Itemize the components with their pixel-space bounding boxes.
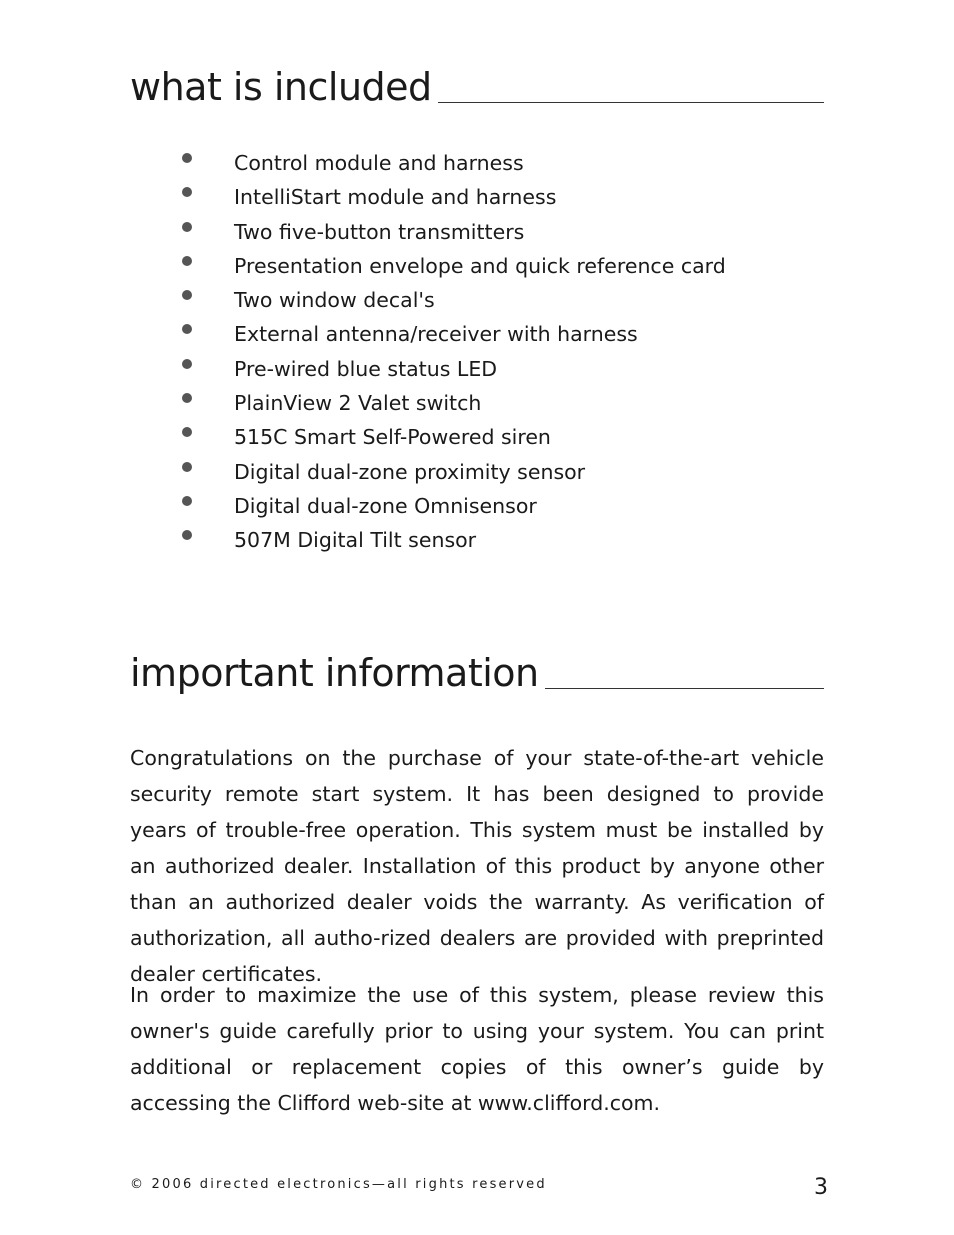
section-title: what is included — [130, 65, 432, 109]
list-item-text: Two window decal's — [234, 288, 435, 313]
bullet-icon — [182, 359, 192, 369]
list-item — [182, 523, 726, 557]
list-item-text: Pre-wired blue status LED — [234, 356, 498, 381]
list-item — [182, 455, 726, 489]
bullet-icon — [182, 222, 192, 232]
bullet-icon — [182, 496, 192, 506]
list-item — [182, 489, 726, 523]
list-item — [182, 146, 726, 180]
list-item — [182, 249, 726, 283]
bullet-icon — [182, 324, 192, 334]
list-item-text: IntelliStart module and harness — [234, 185, 557, 210]
list-item — [182, 180, 726, 214]
list-item — [182, 420, 726, 454]
list-item-text: Digital dual-zone Omnisensor — [234, 493, 537, 518]
bullet-icon — [182, 187, 192, 197]
page-number: 3 — [814, 1175, 828, 1200]
list-item — [182, 283, 726, 317]
list-item-text: 515C Smart Self-Powered siren — [234, 425, 551, 450]
bullet-icon — [182, 256, 192, 266]
bullet-icon — [182, 393, 192, 403]
list-item-text: Control module and harness — [234, 151, 524, 175]
bullet-icon — [182, 427, 192, 437]
list-item — [182, 352, 726, 386]
section-title: important information — [130, 651, 539, 695]
bullet-icon — [182, 153, 192, 163]
heading-rule — [545, 688, 824, 689]
section-heading-included — [130, 65, 824, 109]
list-item-text: Two five-button transmitters — [234, 219, 525, 244]
body-paragraph: Congratulations on the purchase of your state-of-the-art vehicle security remote start system. It has been designed to provide years of trouble-free operation. This system must be installed by an authorized dealer. Installation of this product by anyone other than an authorized dealer voids the warranty. As verification of authorization, all autho-rized dealers are provided with preprinted dealer certificates. — [130, 746, 824, 986]
bullet-icon — [182, 290, 192, 300]
list-item-text: Presentation envelope and quick reference card — [234, 253, 726, 278]
section-heading-important — [130, 651, 824, 695]
bullet-icon — [182, 530, 192, 540]
body-paragraph: In order to maximize the use of this system, please review this owner's guide carefully prior to using your system. You can print additional or replacement copies of this owner’s guide by accessing the Clifford web-site at www.clifford.com. — [130, 983, 824, 1115]
list-item — [182, 386, 726, 420]
footer-copyright: © 2006 directed electronics—all rights reserved — [130, 1177, 547, 1192]
heading-rule — [438, 102, 824, 103]
included-items-list — [182, 146, 726, 558]
list-item — [182, 215, 726, 249]
list-item-text: 507M Digital Tilt sensor — [234, 528, 477, 553]
list-item-text: External antenna/receiver with harness — [234, 322, 638, 347]
list-item-text: PlainView 2 Valet switch — [234, 391, 482, 416]
list-item — [182, 317, 726, 351]
bullet-icon — [182, 462, 192, 472]
list-item-text: Digital dual-zone proximity sensor — [234, 459, 586, 484]
